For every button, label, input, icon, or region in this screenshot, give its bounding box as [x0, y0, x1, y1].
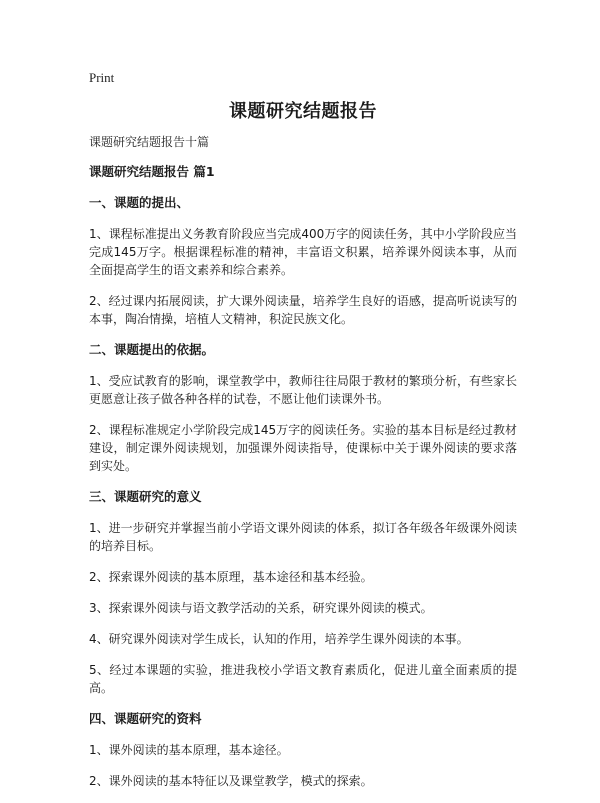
paragraph: 2、课程标准规定小学阶段完成145万字的阅读任务。实验的基本目标是经过教材建设，制定课外阅读规划，加强课外阅读指导，使课标中关于课外阅读的要求落到实处。	[89, 423, 517, 473]
paragraph: 1、课程标准提出义务教育阶段应当完成400万字的阅读任务，其中小学阶段应当完成145万字。根据课程标准的精神，丰富语文积累，培养课外阅读本事，从而全面提高学生的语文素养和综合素养。	[89, 227, 517, 277]
document-body	[89, 133, 517, 803]
heading: 三、课题研究的意义	[89, 489, 202, 504]
paragraph: 2、探索课外阅读的基本原理，基本途径和基本经验。	[89, 570, 373, 584]
paragraph: 2、课外阅读的基本特征以及课堂教学，模式的探索。	[89, 774, 373, 788]
document-subtitle: 课题研究结题报告十篇	[89, 135, 210, 149]
paragraph: 1、课外阅读的基本原理，基本途径。	[89, 743, 289, 757]
page-title: 课题研究结题报告	[229, 101, 377, 122]
heading: 四、课题研究的资料	[89, 711, 202, 726]
paragraph: 2、经过课内拓展阅读，扩大课外阅读量，培养学生良好的语感，提高听说读写的本事，陶冶情操，培植人文精神，积淀民族文化。	[89, 294, 517, 326]
print-label: Print	[89, 70, 115, 85]
heading: 二、课题提出的依据。	[89, 342, 215, 357]
content-blocks	[89, 194, 517, 790]
paragraph: 4、研究课外阅读对学生成长，认知的作用，培养学生课外阅读的本事。	[89, 632, 469, 646]
paragraph: 1、受应试教育的影响，课堂教学中，教师往往局限于教材的繁琐分析，有些家长更愿意让孩子做各种各样的试卷，不愿让他们读课外书。	[89, 374, 517, 406]
heading: 一、课题的提出、	[89, 195, 190, 210]
paragraph: 5、经过本课题的实验，推进我校小学语文教育素质化，促进儿童全面素质的提高。	[89, 663, 517, 695]
paragraph: 3、探索课外阅读与语文教学活动的关系，研究课外阅读的模式。	[89, 601, 433, 615]
paragraph: 1、进一步研究并掌握当前小学语文课外阅读的体系，拟订各年级各年级课外阅读的培养目标。	[89, 521, 517, 553]
section-heading: 课题研究结题报告 篇1	[89, 164, 215, 179]
